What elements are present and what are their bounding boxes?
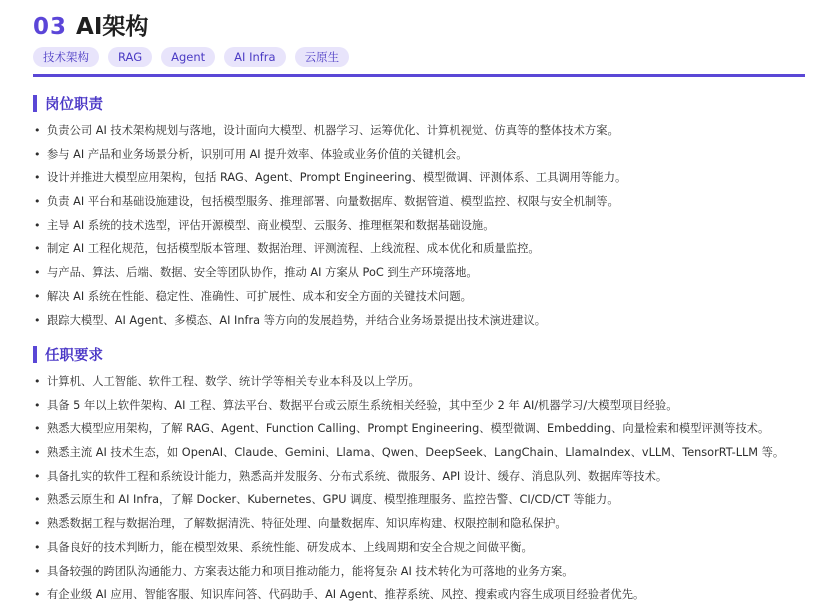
list-item	[33, 166, 626, 190]
list-item-text: 主导 AI 系统的技术选型，评估开源模型、商业模型、云服务、推理框架和数据基础设施。	[47, 218, 495, 232]
heading-accent-bar	[33, 95, 37, 112]
list-item-text: 具备较强的跨团队沟通能力、方案表达能力和项目推动能力，能将复杂 AI 技术转化为可落地的业务方案。	[47, 564, 574, 578]
list-item	[33, 512, 784, 536]
list-item	[33, 261, 626, 285]
list-item-text: 熟悉主流 AI 技术生态，如 OpenAI、Claude、Gemini、Llama、Qwen、DeepSeek、LangChain、LlamaIndex、vLLM、TensorRT-LLM 等。	[47, 446, 785, 460]
tag-ai-infra[interactable]: AI Infra	[224, 47, 285, 67]
title-text: AI架构	[76, 14, 149, 40]
tag-list	[33, 47, 349, 67]
requirements-list	[33, 370, 784, 607]
list-item	[33, 237, 626, 261]
list-item-text: 计算机、人工智能、软件工程、数学、统计学等相关专业本科及以上学历。	[47, 375, 420, 388]
heading-accent-bar	[33, 346, 37, 363]
list-item	[33, 441, 784, 465]
bullet-icon: •	[34, 195, 41, 209]
list-item	[33, 417, 784, 441]
list-item	[33, 583, 784, 607]
tag-architecture[interactable]: 技术架构	[33, 47, 99, 67]
responsibilities-list	[33, 119, 626, 332]
list-item-text: 熟悉大模型应用架构，了解 RAG、Agent、Function Calling、Prompt Engineering、模型微调、Embedding、向量检索和模型评测等技术。	[47, 422, 770, 436]
list-item-text: 具备 5 年以上软件架构、AI 工程、算法平台、数据平台或云原生系统相关经验，其中至少 2 年 AI/机器学习/大模型项目经验。	[47, 398, 678, 412]
bullet-icon: •	[34, 398, 41, 412]
section-title: 任职要求	[45, 347, 103, 364]
bullet-icon: •	[34, 124, 41, 137]
section-number: 03	[33, 14, 68, 40]
bullet-icon: •	[34, 493, 41, 507]
list-item	[33, 285, 626, 309]
divider	[33, 74, 805, 77]
bullet-icon: •	[34, 422, 41, 436]
bullet-icon: •	[34, 540, 41, 554]
list-item	[33, 465, 784, 489]
section-heading	[33, 344, 784, 364]
responsibilities-section	[33, 93, 626, 332]
bullet-icon: •	[34, 469, 41, 483]
section-heading	[33, 93, 626, 113]
bullet-icon: •	[34, 218, 41, 232]
section-title: 岗位职责	[45, 96, 103, 113]
list-item-text: 负责公司 AI 技术架构规划与落地，设计面向大模型、机器学习、运筹优化、计算机视觉、仿真等的整体技术方案。	[47, 124, 619, 137]
bullet-icon: •	[34, 171, 41, 185]
bullet-icon: •	[34, 147, 41, 161]
list-item	[33, 370, 784, 394]
list-item-text: 与产品、算法、后端、数据、安全等团队协作，推动 AI 方案从 PoC 到生产环境落地。	[47, 266, 478, 280]
bullet-icon: •	[34, 564, 41, 578]
list-item	[33, 560, 784, 584]
list-item-text: 具备良好的技术判断力，能在模型效果、系统性能、研发成本、上线周期和安全合规之间做平衡。	[47, 540, 533, 554]
tag-rag[interactable]: RAG	[108, 47, 152, 67]
list-item-text: 负责 AI 平台和基础设施建设，包括模型服务、推理部署、向量数据库、数据管道、模型监控、权限与安全机制等。	[47, 195, 619, 209]
bullet-icon: •	[34, 446, 41, 460]
bullet-icon: •	[34, 266, 41, 280]
bullet-icon: •	[34, 289, 41, 303]
bullet-icon: •	[34, 313, 41, 327]
bullet-icon: •	[34, 375, 41, 388]
list-item	[33, 536, 784, 560]
list-item-text: 具备扎实的软件工程和系统设计能力，熟悉高并发服务、分布式系统、微服务、API 设计、缓存、消息队列、数据库等技术。	[47, 469, 668, 483]
list-item	[33, 394, 784, 418]
list-item	[33, 488, 784, 512]
list-item	[33, 214, 626, 238]
list-item-text: 熟悉云原生和 AI Infra，了解 Docker、Kubernetes、GPU 调度、模型推理服务、监控告警、CI/CD/CT 等能力。	[47, 493, 619, 507]
bullet-icon: •	[34, 242, 41, 256]
list-item	[33, 190, 626, 214]
list-item-text: 制定 AI 工程化规范，包括模型版本管理、数据治理、评测流程、上线流程、成本优化和质量监控。	[47, 242, 540, 256]
bullet-icon: •	[34, 517, 41, 531]
list-item-text: 跟踪大模型、AI Agent、多模态、AI Infra 等方向的发展趋势，并结合业务场景提出技术演进建议。	[47, 313, 547, 327]
tag-cloud-native[interactable]: 云原生	[295, 47, 350, 67]
list-item-text: 熟悉数据工程与数据治理，了解数据清洗、特征处理、向量数据库、知识库构建、权限控制和隐私保护。	[47, 517, 567, 531]
list-item	[33, 119, 626, 143]
list-item-text: 设计并推进大模型应用架构，包括 RAG、Agent、Prompt Engineering、模型微调、评测体系、工具调用等能力。	[47, 171, 627, 185]
list-item	[33, 309, 626, 333]
list-item	[33, 143, 626, 167]
tag-agent[interactable]: Agent	[161, 47, 215, 67]
page-title	[33, 8, 148, 41]
requirements-section	[33, 344, 784, 607]
list-item-text: 参与 AI 产品和业务场景分析，识别可用 AI 提升效率、体验或业务价值的关键机会。	[47, 147, 468, 161]
list-item-text: 解决 AI 系统在性能、稳定性、准确性、可扩展性、成本和安全方面的关键技术问题。	[47, 289, 472, 303]
bullet-icon: •	[34, 588, 41, 602]
list-item-text: 有企业级 AI 应用、智能客服、知识库问答、代码助手、AI Agent、推荐系统、风控、搜索或内容生成项目经验者优先。	[47, 588, 645, 602]
